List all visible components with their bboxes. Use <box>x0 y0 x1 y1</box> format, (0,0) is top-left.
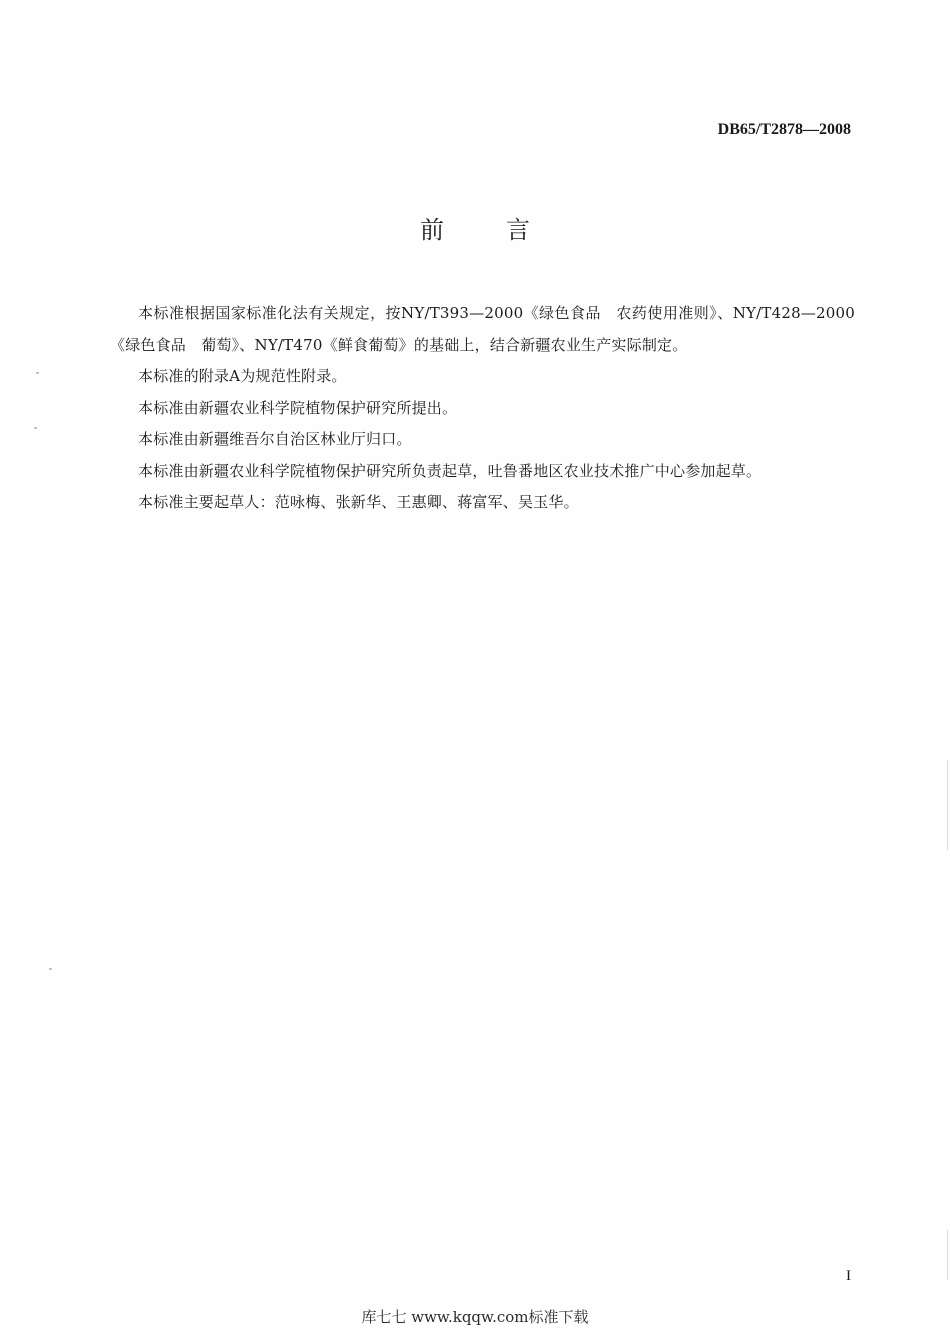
scan-edge-line <box>947 1230 948 1280</box>
foreword-body <box>110 298 855 519</box>
scan-speck <box>36 372 39 374</box>
page-number: I <box>846 1268 851 1284</box>
standard-code: DB65/T2878—2008 <box>717 121 851 138</box>
paragraph-administrator: 本标准由新疆维吾尔自治区林业厅归口。 <box>138 430 412 448</box>
scan-edge-line <box>947 760 948 850</box>
footer-watermark: 库七七 www.kqqw.com标准下载 <box>361 1308 589 1326</box>
scan-speck <box>49 968 52 970</box>
paragraph-appendix: 本标准的附录A为规范性附录。 <box>138 367 347 385</box>
paragraph-basis: 本标准根据国家标准化法有关规定，按NY/T393—2000《绿色食品 农药使用准则》、NY/T428—2000《绿色食品 葡萄》、NY/T470《鲜食葡萄》的基础上，结合新疆农业生产实际制定。 <box>110 304 855 354</box>
paragraph-drafting-units: 本标准由新疆农业科学院植物保护研究所负责起草，吐鲁番地区农业技术推广中心参加起草。 <box>138 461 762 480</box>
paragraph-drafters: 本标准主要起草人：范咏梅、张新华、王惠卿、蒋富军、吴玉华。 <box>138 493 579 511</box>
page-title: 前言 <box>420 216 592 244</box>
paragraph-proposer: 本标准由新疆农业科学院植物保护研究所提出。 <box>138 398 458 417</box>
scan-speck <box>34 427 37 429</box>
